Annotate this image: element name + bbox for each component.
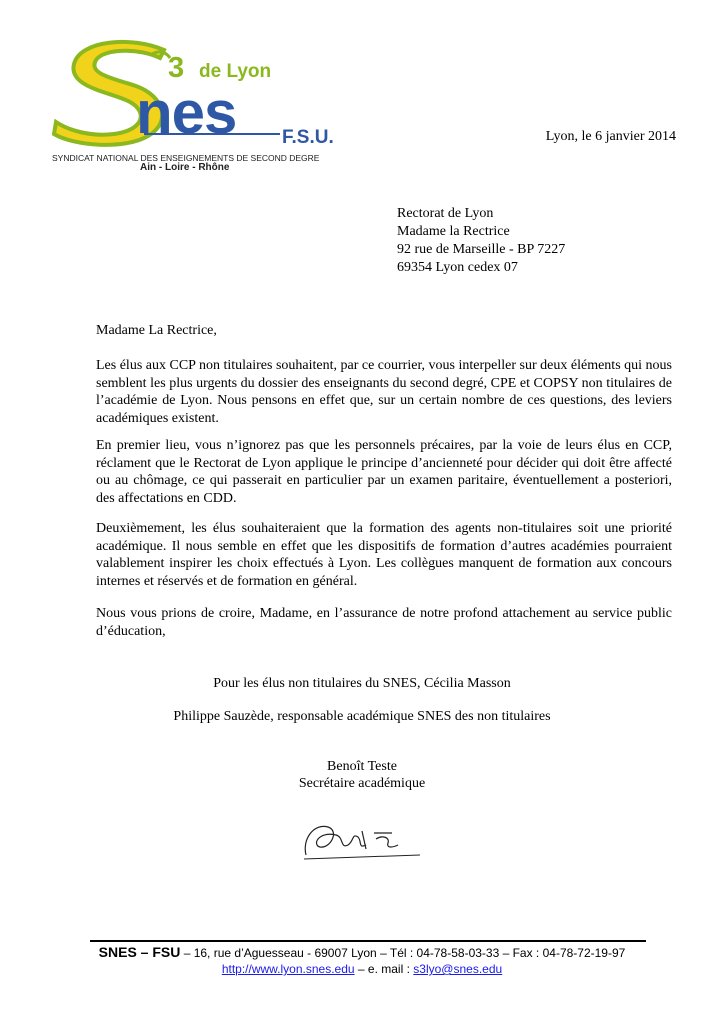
snes-logo [52,30,352,180]
logo-fsu: F.S.U. [282,127,334,148]
greeting: Madame La Rectrice, [96,323,217,338]
paragraph-1: Les élus aux CCP non titulaires souhaitent, par ce courrier, vous interpeller sur deux éléments qui nous semblent les plus urgents du dossier des enseignants du second degré, CPE et COPSY non titulaires de l’académie de Lyon. Nous pensons en effet que, sur un certain nombre de ces questions, des leviers académiques existent. [96,358,672,426]
signatory-block [0,758,724,792]
paragraph-3: Deuxièmement, les élus souhaiteraient que la formation des agents non-titulaires soit une priorité académique. Il nous semble en effet que les dispositifs de formation d’autres académies pourraient valablement inspirer les choix effectués à Lyon. Les collègues manquent de formation aux concours internes et réservés et de formation en général. [96,521,672,589]
footer-org: SNES – FSU [98,944,181,960]
website-link[interactable]: http://www.lyon.snes.edu [221,962,355,976]
recipient-address [397,205,565,277]
signature-icon [300,815,430,865]
signature-line-1: Pour les élus non titulaires du SNES, Cécilia Masson [213,676,511,691]
recipient-line: Rectorat de Lyon [397,206,494,221]
footer-divider [90,940,646,942]
email-link[interactable]: s3lyo@snes.edu [413,962,503,976]
signatory-name: Benoît Teste [327,759,397,774]
handwritten-signature [300,815,430,870]
logo-city: de Lyon [199,61,272,82]
recipient-line: 69354 Lyon cedex 07 [397,260,518,275]
logo-subtitle: SYNDICAT NATIONAL DES ENSEIGNEMENTS DE SECOND DEGRE [52,153,320,163]
footer-address-line [0,944,724,960]
signatory-title: Secrétaire académique [298,776,426,791]
logo-number: 3 [168,52,185,84]
logo-word: nes [136,79,237,146]
email-label: – e. mail : [357,962,410,976]
paragraph-4: Nous vous prions de croire, Madame, en l’assurance de notre profond attachement au service public d’éducation, [96,606,672,639]
recipient-line: Madame la Rectrice [397,224,510,239]
signature-line-2: Philippe Sauzède, responsable académique SNES des non titulaires [173,709,551,724]
recipient-line: 92 rue de Marseille - BP 7227 [397,242,566,257]
paragraph-2: En premier lieu, vous n’ignorez pas que les personnels précaires, par la voie de leurs élus en CCP, réclament que le Rectorat de Lyon applique le principe d’ancienneté pour décider qui doit être affecté ou au chômage, ce qui passerait en particulier par un examen paritaire, éventuellement a posteriori, des affectations en CDD. [96,438,672,506]
letter-date: Lyon, le 6 janvier 2014 [545,129,676,144]
footer-address: – 16, rue d’Aguesseau - 69007 Lyon – Tél : 04-78-58-03-33 – Fax : 04-78-72-19-97 [183,946,626,960]
logo-region: Ain - Loire - Rhône [140,162,230,173]
footer-contact-line [0,962,724,976]
